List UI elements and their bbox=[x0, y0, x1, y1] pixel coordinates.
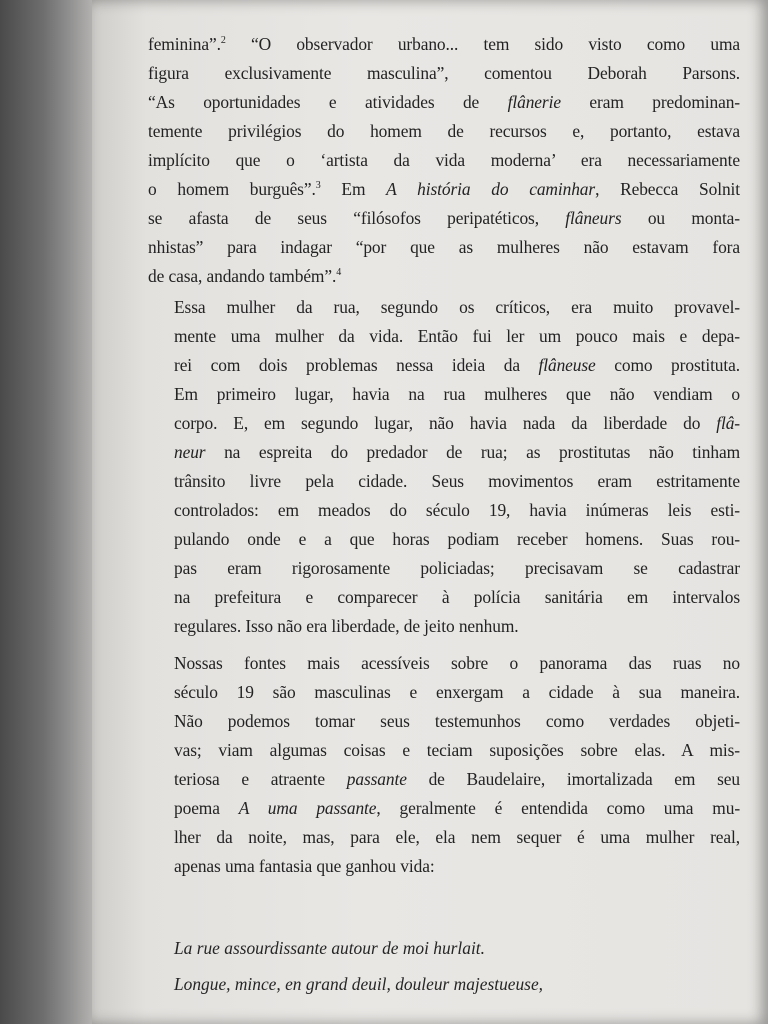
text-run: se afasta de seus “filósofos peripatéticos, bbox=[148, 208, 566, 228]
text-run: “O observador urbano... tem sido visto como uma bbox=[225, 34, 740, 54]
text-line: Nossas fontes mais acessíveis sobre o panorama das ruas no bbox=[174, 653, 740, 673]
paragraph-3 bbox=[148, 649, 740, 881]
text-line bbox=[148, 204, 740, 233]
text-line: século 19 são masculinas e enxergam a cidade à sua maneira. bbox=[174, 682, 740, 702]
text-run: feminina”. bbox=[148, 34, 221, 54]
text-line bbox=[148, 765, 740, 794]
italic-term: flâneuse bbox=[538, 355, 596, 375]
italic-term: flâ- bbox=[716, 413, 740, 433]
paragraph-2 bbox=[148, 293, 740, 641]
text-line bbox=[148, 351, 740, 380]
text-line bbox=[148, 409, 740, 438]
text-run: Em bbox=[320, 179, 387, 199]
text-run: , Rebecca Solnit bbox=[595, 179, 741, 199]
italic-term: passante bbox=[346, 769, 407, 789]
text-line: na prefeitura e comparecer à polícia sanitária em intervalos bbox=[174, 587, 740, 607]
text-line: nhistas” para indagar “por que as mulheres não estavam fora bbox=[148, 237, 740, 257]
text-run: rei com dois problemas nessa ideia da bbox=[174, 355, 539, 375]
paragraph-1 bbox=[148, 30, 740, 291]
text-line: apenas uma fantasia que ganhou vida: bbox=[174, 856, 435, 876]
italic-term: flâneurs bbox=[565, 208, 622, 228]
text-run: teriosa e atraente bbox=[174, 769, 347, 789]
verse-line-2: Longue, mince, en grand deuil, douleur majestueuse, bbox=[174, 974, 544, 994]
italic-term: flânerie bbox=[507, 92, 561, 112]
text-run: , geralmente é entendida como uma mu- bbox=[376, 798, 741, 818]
text-run: na espreita do predador de rua; as prostitutas não tinham bbox=[205, 442, 740, 462]
text-line bbox=[148, 438, 740, 467]
poem-title: A uma passante bbox=[238, 798, 377, 818]
text-line: Essa mulher da rua, segundo os críticos, era muito provavel- bbox=[174, 297, 740, 317]
text-line: pulando onde e a que horas podiam receber homens. Suas rou- bbox=[174, 529, 740, 549]
text-run: “As oportunidades e atividades de bbox=[148, 92, 508, 112]
text-line bbox=[148, 88, 740, 117]
text-line: regulares. Isso não era liberdade, de jeito nenhum. bbox=[174, 616, 519, 636]
book-title: A história do caminhar bbox=[386, 179, 596, 199]
text-run: corpo. E, em segundo lugar, não havia nada da liberdade do bbox=[174, 413, 717, 433]
text-run: como prostituta. bbox=[595, 355, 740, 375]
text-run: de Baudelaire, imortalizada em seu bbox=[406, 769, 740, 789]
text-line bbox=[148, 175, 740, 204]
footnote-ref-2: 2 bbox=[220, 35, 226, 47]
text-line: trânsito livre pela cidade. Seus movimentos eram estritamente bbox=[174, 471, 740, 491]
poem-quote bbox=[174, 930, 734, 1002]
text-line bbox=[148, 30, 740, 59]
text-line: mente uma mulher da vida. Então fui ler um pouco mais e depa- bbox=[174, 326, 740, 346]
italic-term: neur bbox=[174, 442, 206, 462]
text-line: implícito que o ‘artista da vida moderna’ era necessariamente bbox=[148, 150, 740, 170]
footnote-ref-4: 4 bbox=[336, 267, 342, 279]
verse-line-1: La rue assourdissante autour de moi hurlait. bbox=[174, 938, 485, 958]
text-line: figura exclusivamente masculina”, comentou Deborah Parsons. bbox=[148, 63, 740, 83]
text-line: temente privilégios do homem de recursos e, portanto, estava bbox=[148, 121, 740, 141]
text-line: controlados: em meados do século 19, havia inúmeras leis esti- bbox=[174, 500, 740, 520]
page-body-text bbox=[148, 30, 740, 881]
text-run: ou monta- bbox=[621, 208, 740, 228]
text-line bbox=[148, 794, 740, 823]
text-line: Em primeiro lugar, havia na rua mulheres que não vendiam o bbox=[174, 384, 740, 404]
text-run: eram predominan- bbox=[560, 92, 740, 112]
book-gutter-shadow bbox=[0, 0, 96, 1024]
text-run: poema bbox=[174, 798, 239, 818]
text-run: o homem burguês”. bbox=[148, 179, 316, 199]
text-line: lher da noite, mas, para ele, ela nem sequer é uma mulher real, bbox=[174, 827, 740, 847]
text-line: vas; viam algumas coisas e teciam suposições sobre elas. A mis- bbox=[174, 740, 740, 760]
text-run: de casa, andando também”. bbox=[148, 266, 337, 286]
text-line bbox=[148, 262, 740, 291]
footnote-ref-3: 3 bbox=[315, 180, 321, 192]
text-line: pas eram rigorosamente policiadas; precisavam se cadastrar bbox=[174, 558, 740, 578]
text-line: Não podemos tomar seus testemunhos como verdades objeti- bbox=[174, 711, 740, 731]
